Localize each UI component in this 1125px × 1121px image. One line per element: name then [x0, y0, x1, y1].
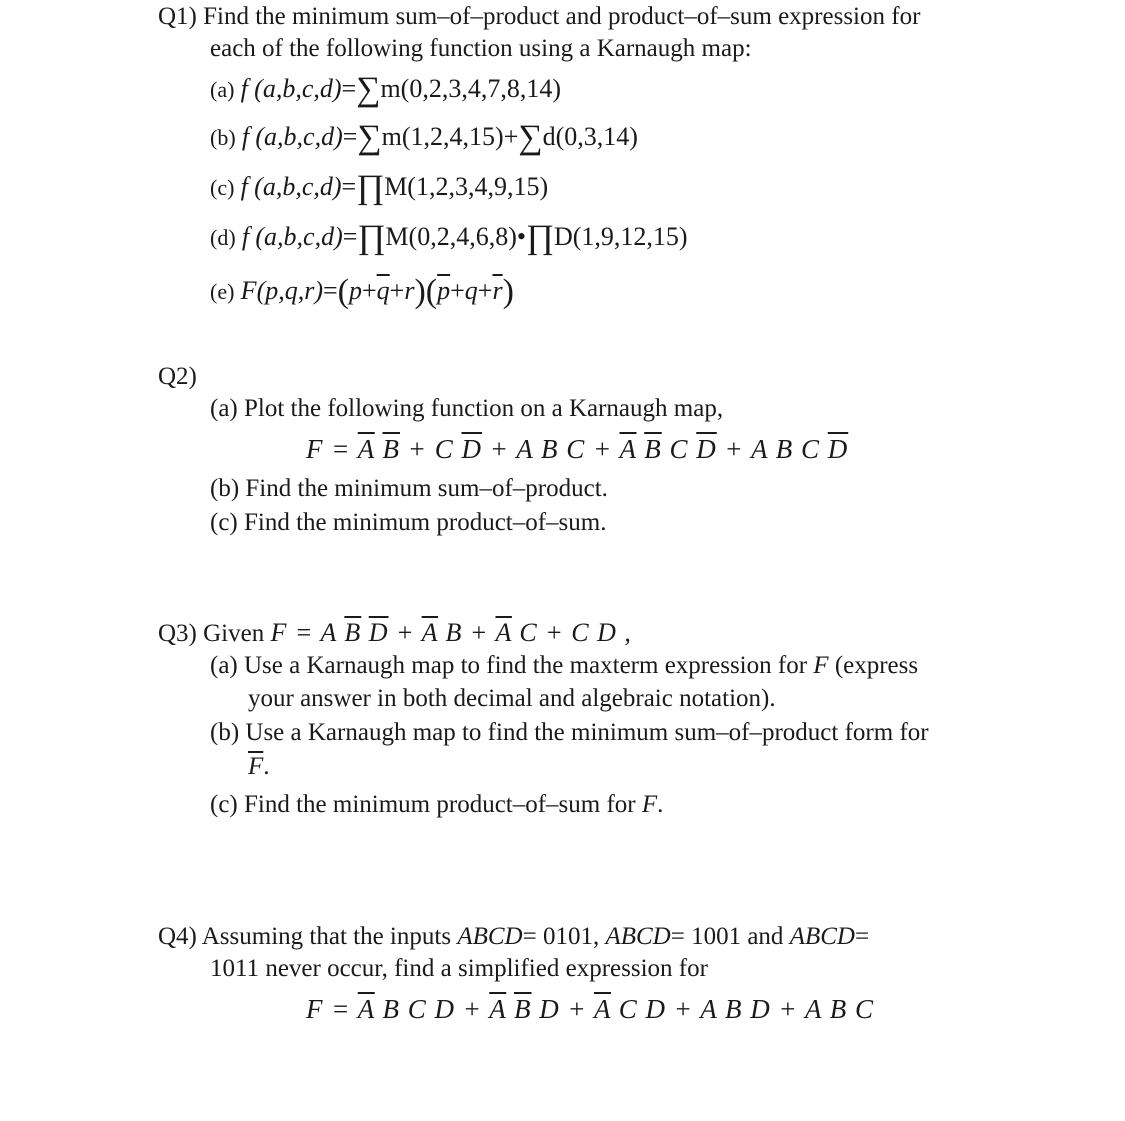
q2-equation: $F = \overline{A}$ $\overline{B} + C$ $\overline{D} + A$ B $C + \overline{A}$ $\overline{B}$ C $\overline{D} + A$ B C $\overline{D}$ — [306, 434, 849, 464]
q4-equation: $F = \overline{A}$ B C $D + \overline{A}$ $\overline{B}$ $D + \overline{A}$ C D + A B D + A B C — [306, 994, 874, 1024]
q1-part-e: (e) $F(p,q,r)=(p+\overline{q}+r)(\overline{p}+q+\overline{r})$ — [210, 273, 514, 310]
q3-heading: Q3) Given F = A $\overline{B}$ $\overline{D} + \overline{A}$ $B + \overline{A}$ C + C D , — [158, 618, 632, 647]
q1-heading: Q1) Find the minimum sum–of–product and product–of–sum expression for — [158, 3, 921, 30]
q1-part-c: (c) f (a,b,c,d)=∏M(1,2,3,4,9,15) — [210, 169, 549, 206]
q4-heading: Q4) Assuming that the inputs ABCD= 0101, ABCD= 1001 and ABCD= — [158, 923, 870, 950]
q2-part-c: (c) Find the minimum product–of–sum. — [210, 509, 607, 536]
q3-part-a-line2: your answer in both decimal and algebraic notation). — [248, 685, 776, 712]
q3-part-c: (c) Find the minimum product–of–sum for F. — [210, 791, 664, 818]
q2-part-a: (a) Plot the following function on a Karnaugh map, — [210, 395, 724, 422]
q4-line2: 1011 never occur, find a simplified expression for — [210, 955, 708, 982]
q3-part-b-line2: $\overline{F}$. — [248, 753, 270, 780]
q1-part-b: (b) f (a,b,c,d)=∑m(1,2,4,15)+∑d(0,3,14) — [210, 119, 638, 156]
q3-part-a: (a) Use a Karnaugh map to find the maxterm expression for F (express — [210, 652, 919, 679]
q1-part-d: (d) f (a,b,c,d)=∏M(0,2,4,6,8)•∏D(1,9,12,15) — [210, 219, 688, 256]
q2-part-b: (b) Find the minimum sum–of–product. — [210, 475, 608, 502]
q3-part-b: (b) Use a Karnaugh map to find the minimum sum–of–product form for — [210, 719, 929, 746]
q1-part-a: (a) f (a,b,c,d)=∑m(0,2,3,4,7,8,14) — [210, 71, 561, 108]
q1-heading-line2: each of the following function using a Karnaugh map: — [210, 35, 752, 62]
q2-heading: Q2) — [158, 363, 197, 390]
